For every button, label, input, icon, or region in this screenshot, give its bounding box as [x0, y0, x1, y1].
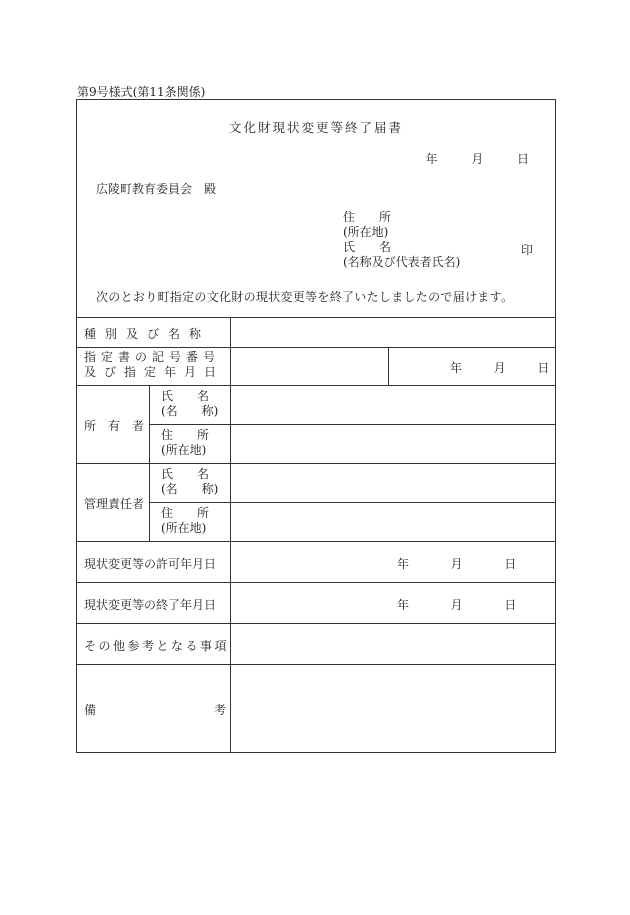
label-owner-address — [161, 428, 209, 458]
form-frame — [76, 99, 556, 753]
label-designation — [84, 350, 226, 380]
designation-number-field[interactable] — [234, 350, 384, 382]
row-divider — [77, 317, 555, 318]
completion-year: 年 — [397, 598, 410, 612]
permit-date-field[interactable] — [397, 555, 516, 572]
date-day: 日 — [516, 152, 529, 166]
manager-name-line2: (名 称) — [161, 482, 219, 496]
manager-address-line2: (所在地) — [161, 521, 207, 535]
owner-address-line2: (所在地) — [161, 443, 207, 457]
row-divider — [77, 623, 555, 624]
other-reference-field[interactable] — [234, 626, 552, 661]
label-completion-date: 現状変更等の終了年月日 — [84, 598, 217, 612]
label-type-and-name: 種別及び名称 — [84, 327, 211, 341]
row-divider — [77, 347, 555, 348]
label-permit-date: 現状変更等の許可年月日 — [84, 557, 217, 571]
form-number-label: 第9号様式(第11条関係) — [77, 85, 206, 99]
permit-month: 月 — [450, 557, 463, 571]
label-manager-address — [161, 506, 209, 536]
manager-name-field[interactable] — [234, 466, 552, 499]
permit-year: 年 — [397, 557, 410, 571]
manager-name-line1: 氏 名 — [161, 467, 210, 481]
submission-date — [426, 150, 529, 167]
row-divider — [77, 541, 555, 542]
owner-address-field[interactable] — [234, 427, 552, 460]
column-divider — [230, 317, 231, 753]
addressee: 広陵町教育委員会 殿 — [96, 182, 217, 196]
row-divider — [77, 582, 555, 583]
column-divider — [149, 385, 150, 541]
row-divider — [149, 502, 555, 503]
label-remarks-2: 考 — [214, 703, 227, 717]
owner-address-line1: 住 所 — [161, 428, 210, 442]
label-designation-line2: 及び指定年月日 — [84, 365, 225, 379]
statement-text: 次のとおり町指定の文化財の現状変更等を終了いたしましたので届けます。 — [96, 290, 514, 304]
permit-day: 日 — [504, 557, 517, 571]
date-month: 月 — [471, 152, 484, 166]
applicant-address-label: 住 所 — [343, 210, 392, 224]
row-divider — [149, 424, 555, 425]
type-and-name-field[interactable] — [234, 320, 552, 345]
designation-date[interactable] — [450, 359, 549, 376]
date-year: 年 — [425, 152, 438, 166]
label-manager-name — [161, 467, 218, 497]
owner-name-line2: (名 称) — [161, 404, 219, 418]
applicant-block — [343, 210, 543, 270]
applicant-address-sub: (所在地) — [343, 225, 389, 239]
completion-day: 日 — [504, 598, 517, 612]
applicant-name-sub: (名称及び代表者氏名) — [343, 255, 461, 269]
column-divider — [388, 347, 389, 385]
seal-mark: 印 — [520, 243, 533, 257]
owner-name-field[interactable] — [234, 388, 552, 421]
label-owner-name — [161, 389, 218, 419]
label-manager: 管理責任者 — [84, 497, 145, 511]
label-owner: 所有者 — [84, 419, 157, 433]
completion-date-field[interactable] — [397, 596, 516, 613]
label-other-reference: その他参考となる事項 — [84, 639, 230, 653]
row-divider — [77, 664, 555, 665]
owner-name-line1: 氏 名 — [161, 389, 210, 403]
applicant-name-label: 氏 名 — [343, 240, 392, 254]
form-title: 文化財現状変更等終了届書 — [228, 120, 403, 135]
designation-day: 日 — [537, 361, 550, 375]
label-designation-line1: 指定書の記号番号 — [84, 350, 221, 364]
designation-year: 年 — [450, 361, 463, 375]
remarks-field[interactable] — [234, 667, 552, 750]
designation-month: 月 — [493, 361, 506, 375]
manager-address-line1: 住 所 — [161, 506, 210, 520]
manager-address-field[interactable] — [234, 505, 552, 538]
completion-month: 月 — [450, 598, 463, 612]
label-remarks-1: 備 — [84, 703, 97, 717]
